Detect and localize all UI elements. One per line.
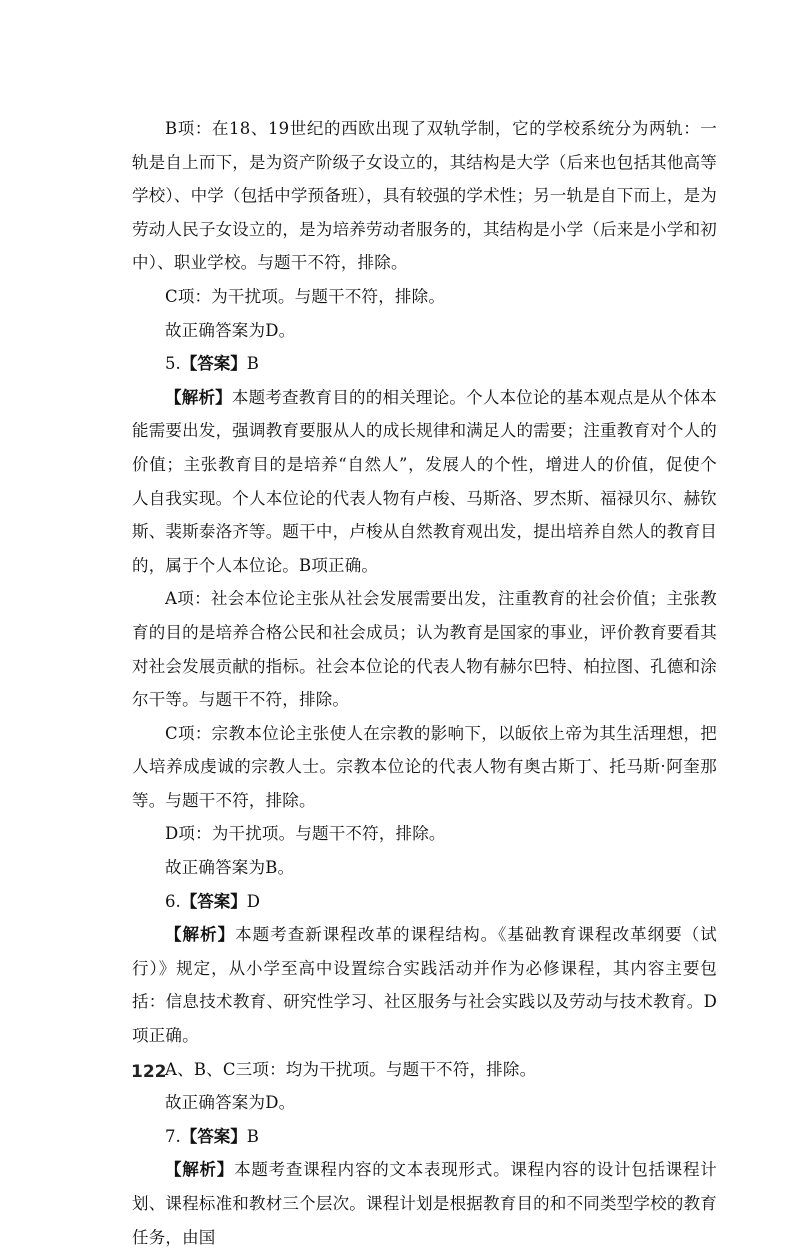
q7-analysis-tag: 【解析】	[165, 1160, 235, 1180]
q5-option-d: D项：为干扰项。与题干不符，排除。	[165, 824, 446, 844]
q7-analysis-text: 本题考查课程内容的文本表现形式。课程内容的设计包括课程计划、课程标准和教材三个层次。课程计划是根据教育目的和不同类型学校的教育任务，由国	[132, 1160, 717, 1247]
q6-number: 6.	[165, 891, 181, 911]
q6-analysis-text: 本题考查新课程改革的课程结构。《基础教育课程改革纲要（试行）》规定，从小学至高中设置综合实践活动并作为必修课程，其内容主要包括：信息技术教育、研究性学习、社区服务与社会实践以及劳动与技术教育。D项正确。	[132, 925, 717, 1046]
q6-answer-tag: 【答案】	[180, 891, 247, 911]
q5-number: 5.	[165, 354, 181, 374]
q6-conclusion: 故正确答案为D。	[165, 1093, 296, 1113]
q5-answer-line	[132, 347, 717, 381]
q5-analysis	[132, 381, 717, 583]
q6-options-abc: A、B、C三项：均为干扰项。与题干不符，排除。	[165, 1059, 537, 1079]
page-number: 122	[131, 1062, 167, 1082]
q7-analysis	[132, 1153, 717, 1254]
q6-answer-line	[132, 885, 717, 919]
option-c-explanation: C项：为干扰项。与题干不符，排除。	[165, 286, 446, 306]
q4-conclusion: 故正确答案为D。	[165, 320, 296, 340]
q6-answer-value: D	[246, 891, 260, 911]
q5-option-c: C项：宗教本位论主张使人在宗教的影响下，以皈依上帝为其生活理想，把人培养成虔诚的宗教人士。宗教本位论的代表人物有奥古斯丁、托马斯·阿奎那等。与题干不符，排除。	[132, 723, 717, 810]
q5-analysis-tag: 【解析】	[165, 387, 232, 407]
q5-answer-value: B	[246, 354, 259, 374]
q7-number: 7.	[165, 1126, 181, 1146]
option-b-explanation: B项：在18、19世纪的西欧出现了双轨学制，它的学校系统分为两轨：一轨是自上而下，是为资产阶级子女设立的，其结构是大学（后来也包括其他高等学校）、中学（包括中学预备班），具有较强的学术性；另一轨是自下而上，是为劳动人民子女设立的，是为培养劳动者服务的，其结构是小学（后来是小学和初中）、职业学校。与题干不符，排除。	[132, 119, 717, 273]
q7-answer-line	[132, 1120, 717, 1154]
q5-option-a: A项：社会本位论主张从社会发展需要出发，注重教育的社会价值；主张教育的目的是培养合格公民和社会成员；认为教育是国家的事业，评价教育要看其对社会发展贡献的指标。社会本位论的代表人物有赫尔巴特、柏拉图、孔德和涂尔干等。与题干不符，排除。	[132, 589, 717, 710]
q6-analysis-tag: 【解析】	[165, 925, 236, 945]
q6-analysis	[132, 918, 717, 1052]
q7-answer-tag: 【答案】	[180, 1126, 247, 1146]
q5-answer-tag: 【答案】	[180, 354, 247, 374]
q5-analysis-text: 本题考查教育目的的相关理论。个人本位论的基本观点是从个体本能需要出发，强调教育要服从人的成长规律和满足人的需要；注重教育对个人的价值；主张教育目的是培养“自然人”，发展人的个性，增进人的价值，促使个人自我实现。个人本位论的代表人物有卢梭、马斯洛、罗杰斯、福禄贝尔、赫钦斯、裴斯泰洛齐等。题干中，卢梭从自然教育观出发，提出培养自然人的教育目的，属于个人本位论。B项正确。	[132, 387, 717, 575]
q5-conclusion: 故正确答案为B。	[165, 858, 295, 878]
q7-answer-value: B	[246, 1126, 259, 1146]
page-body	[132, 112, 717, 1254]
